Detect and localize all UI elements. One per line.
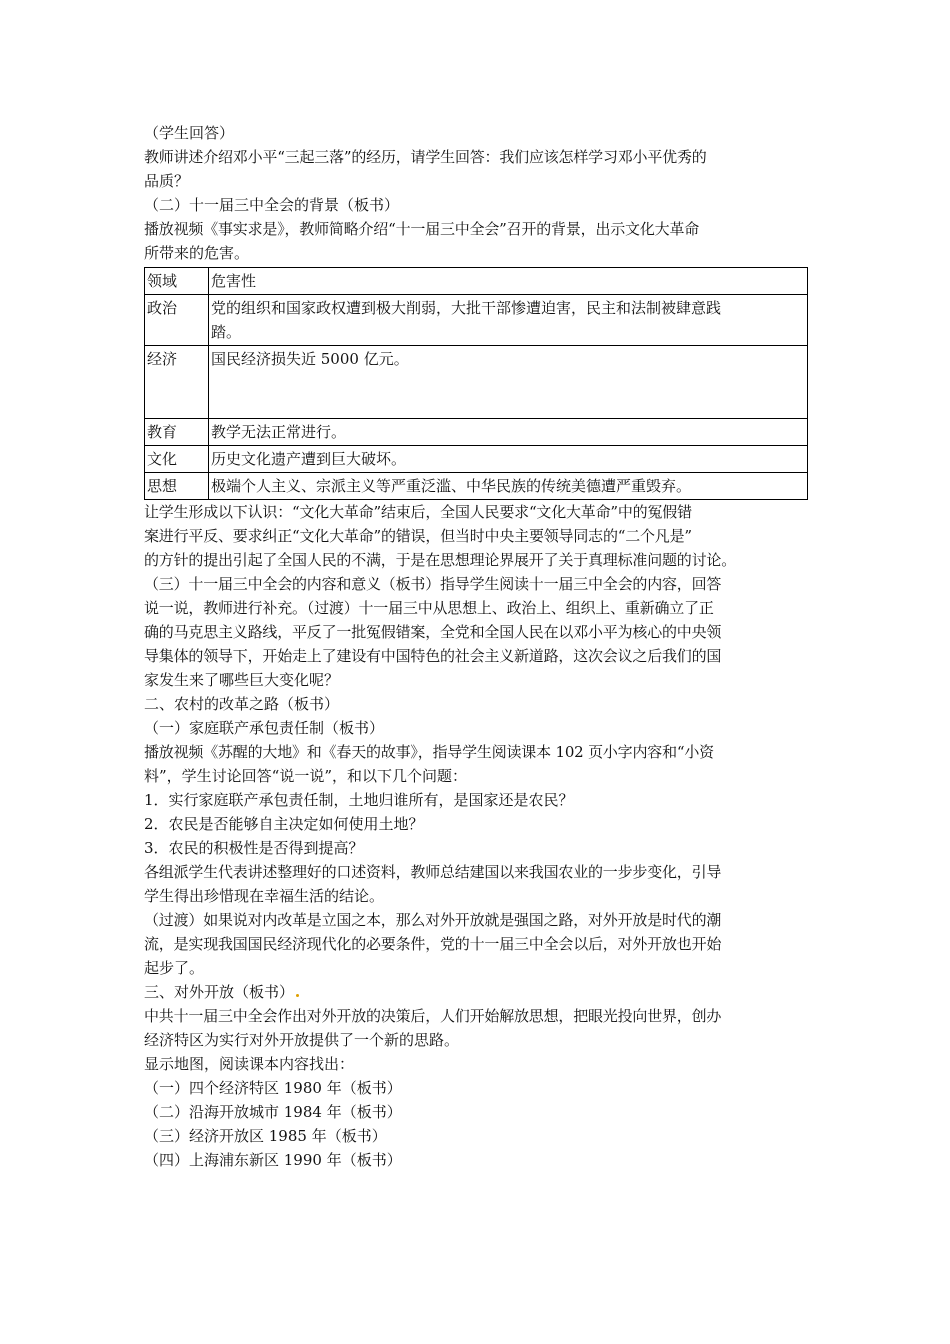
harm-text: 党的组织和国家政权遭到极大削弱，大批干部惨遭迫害，民主和法制被肆意践 — [211, 299, 722, 317]
text-line: 让学生形成以下认识：“文化大革命”结束后，全国人民要求“文化大革命”中的冤假错 — [144, 503, 692, 521]
section-heading: 二、农村的改革之路（板书） — [144, 695, 340, 713]
field-cell: 思想 — [145, 473, 209, 500]
harm-cell — [209, 446, 808, 473]
text-line: （过渡）如果说对内改革是立国之本，那么对外开放就是强国之路，对外开放是时代的潮 — [144, 911, 722, 929]
text-line: 播放视频《苏醒的大地》和《春天的故事》，指导学生阅读课本 102 页小字内容和“小资 — [144, 743, 714, 761]
question-item: 2．农民是否能够自主决定如何使用土地？ — [144, 815, 424, 833]
harm-text: 极端个人主义、宗派主义等严重泛滥、中华民族的传统美德遭严重毁弃。 — [211, 477, 692, 495]
text-line: 料”，学生讨论回答“说一说”，和以下几个问题： — [144, 767, 468, 785]
text-line: 导集体的领导下，开始走上了建设有中国特色的社会主义新道路，这次会议之后我们的国 — [144, 647, 722, 665]
text-line: 流，是实现我国国民经济现代化的必要条件，党的十一届三中全会以后，对外开放也开始 — [144, 935, 722, 953]
text-line: 家发生来了哪些巨大变化呢？ — [144, 671, 340, 689]
table-row — [145, 446, 808, 473]
body-text — [144, 500, 808, 1172]
text-line: 中共十一届三中全会作出对外开放的决策后，人们开始解放思想，把眼光投向世界，创办 — [144, 1007, 722, 1025]
section-heading-text: 三、对外开放（板书） — [144, 983, 295, 1001]
list-item: （一）四个经济特区 1980 年（板书） — [144, 1079, 402, 1097]
table-header-row — [145, 268, 808, 295]
text-line: 学生得出珍惜现在幸福生活的结论。 — [144, 887, 385, 905]
text-line: 所带来的危害。 — [144, 244, 250, 262]
question-item: 1．实行家庭联产承包责任制，土地归谁所有，是国家还是农民？ — [144, 791, 574, 809]
harm-text: 教学无法正常进行。 — [211, 423, 347, 441]
text-line: （学生回答） — [144, 124, 235, 142]
harm-text: 历史文化遗产遭到巨大破坏。 — [211, 450, 407, 468]
field-cell: 教育 — [145, 419, 209, 446]
table-row — [145, 295, 808, 346]
section-heading: （三）十一届三中全会的内容和意义（板书）指导学生阅读十一届三中全会的内容，回答 — [144, 575, 722, 593]
document-page — [144, 121, 808, 1172]
section-heading: （一）家庭联产承包责任制（板书） — [144, 719, 385, 737]
harm-cell — [209, 295, 808, 346]
text-line: 各组派学生代表讲述整理好的口述资料，教师总结建国以来我国农业的一步步变化，引导 — [144, 863, 722, 881]
text-line: 确的马克思主义路线，平反了一批冤假错案，全党和全国人民在以邓小平为核心的中央领 — [144, 623, 722, 641]
field-cell: 经济 — [145, 346, 209, 419]
section-heading: （二）十一届三中全会的背景（板书） — [144, 196, 400, 214]
text-line: 起步了。 — [144, 959, 205, 977]
list-item: （三）经济开放区 1985 年（板书） — [144, 1127, 387, 1145]
list-item: （二）沿海开放城市 1984 年（板书） — [144, 1103, 402, 1121]
harm-text: 踏。 — [211, 323, 242, 341]
text-line: 显示地图，阅读课本内容找出： — [144, 1055, 355, 1073]
text-line: 播放视频《事实求是》，教师简略介绍“十一届三中全会”召开的背景，出示文化大革命 — [144, 220, 700, 238]
text-line: 的方针的提出引起了全国人民的不满，于是在思想理论界展开了关于真理标准问题的讨论。 — [144, 551, 737, 569]
table-row — [145, 346, 808, 419]
text-line: 案进行平反、要求纠正“文化大革命”的错误，但当时中央主要领导同志的“二个凡是” — [144, 527, 692, 545]
harm-cell — [209, 419, 808, 446]
text-line: 说一说，教师进行补充。（过渡）十一届三中从思想上、政治上、组织上、重新确立了正 — [144, 599, 714, 617]
table-header-cell: 危害性 — [209, 268, 808, 295]
field-cell: 文化 — [145, 446, 209, 473]
harm-cell — [209, 473, 808, 500]
text-line: 品质？ — [144, 172, 190, 190]
harm-table — [144, 267, 808, 500]
text-line: 经济特区为实行对外开放提供了一个新的思路。 — [144, 1031, 460, 1049]
intro-text — [144, 121, 808, 265]
field-cell: 政治 — [145, 295, 209, 346]
table-header-cell: 领域 — [145, 268, 209, 295]
harm-cell — [209, 346, 808, 419]
table-row — [145, 473, 808, 500]
section-heading — [144, 980, 808, 1004]
mark-dot — [296, 994, 299, 997]
text-line: 教师讲述介绍邓小平“三起三落”的经历，请学生回答：我们应该怎样学习邓小平优秀的 — [144, 148, 707, 166]
harm-text: 国民经济损失近 5000 亿元。 — [211, 350, 409, 368]
table-row — [145, 419, 808, 446]
list-item: （四）上海浦东新区 1990 年（板书） — [144, 1151, 402, 1169]
question-item: 3．农民的积极性是否得到提高？ — [144, 839, 364, 857]
